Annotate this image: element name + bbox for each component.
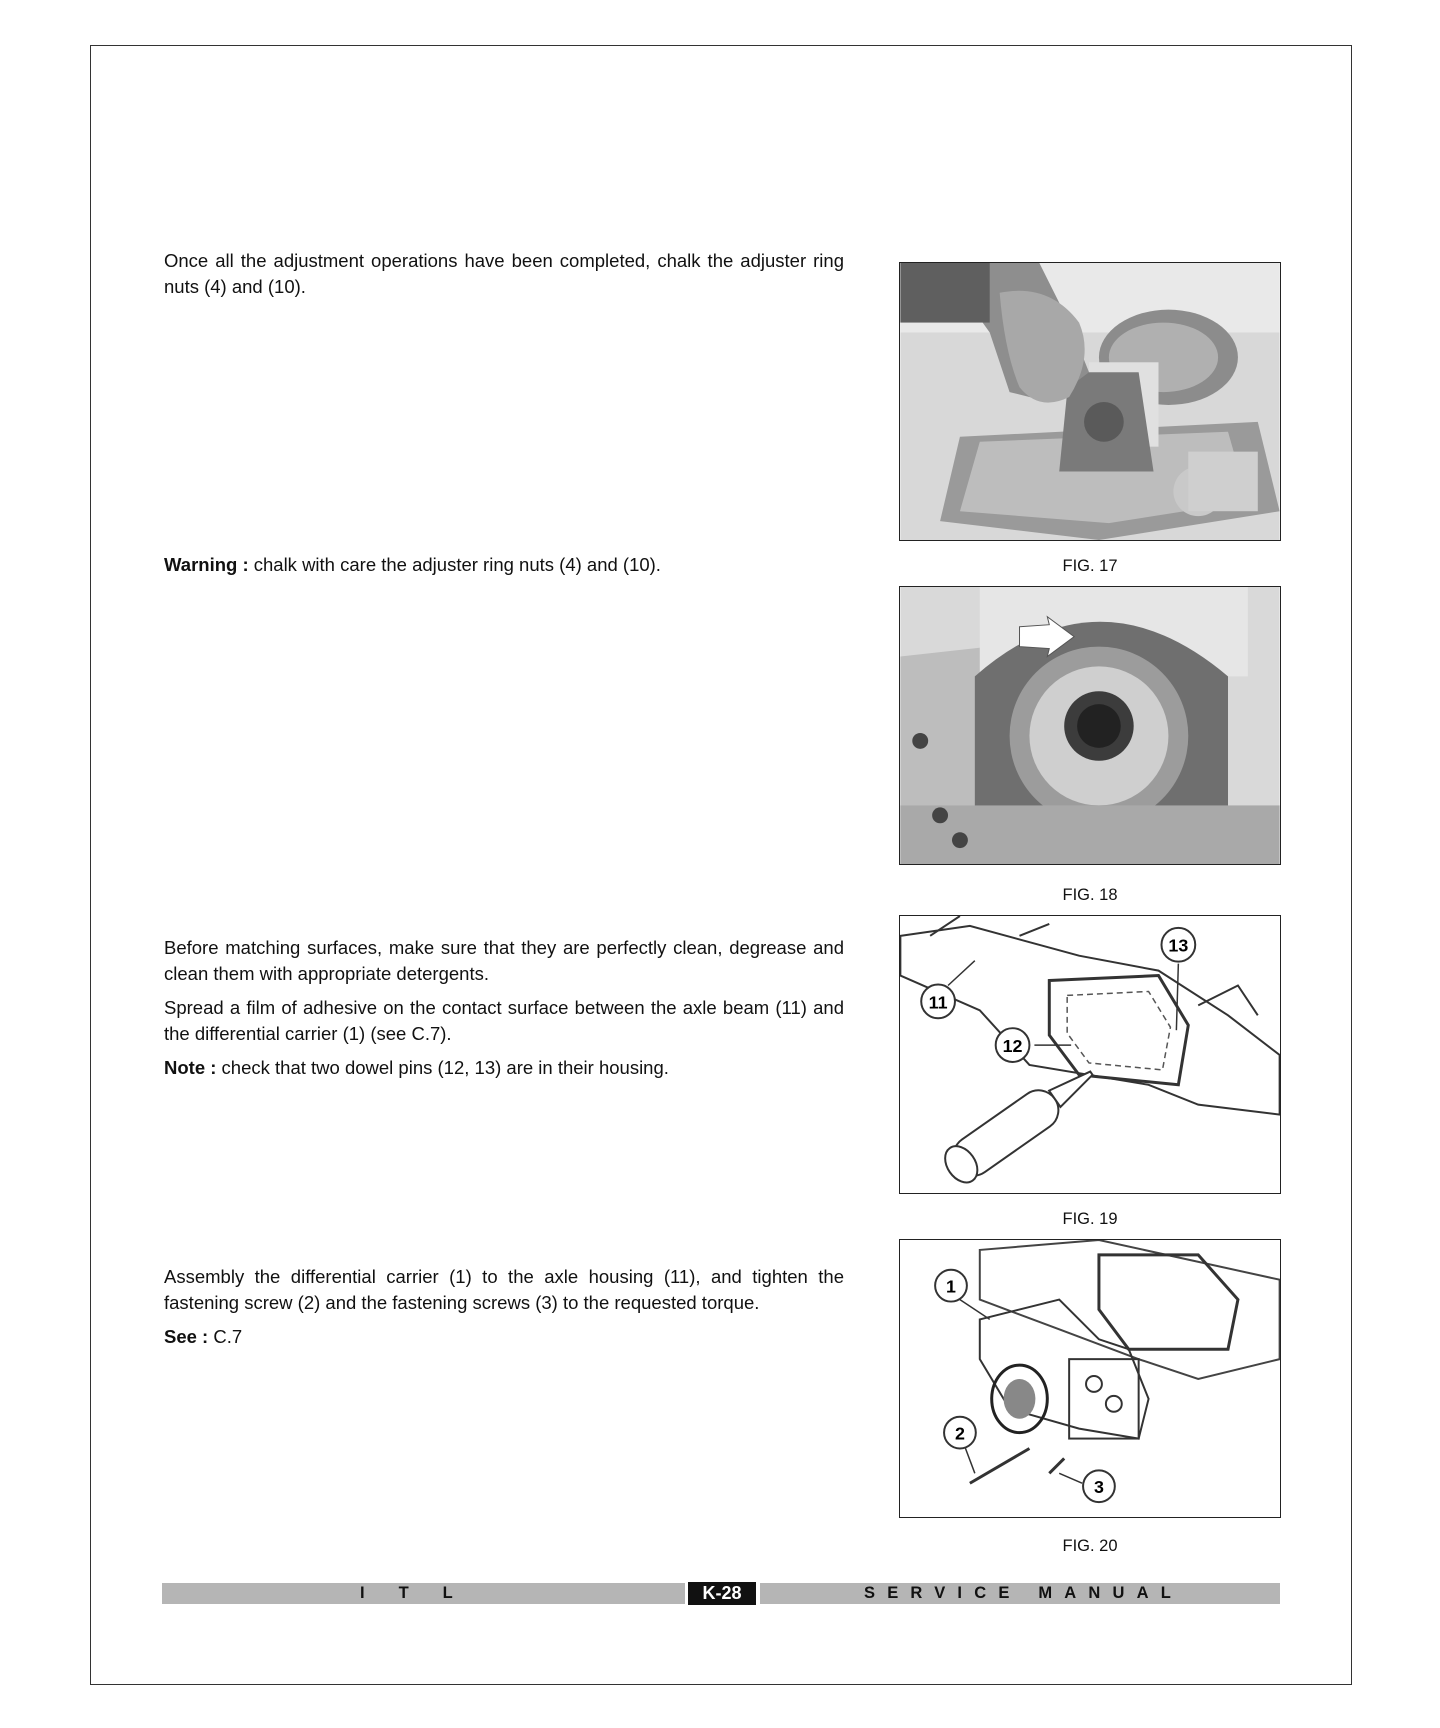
- figure-18-caption: FIG. 18: [1062, 886, 1118, 904]
- note-text: check that two dowel pins (12, 13) are in their housing.: [216, 1057, 669, 1078]
- figure-18-illustration: [900, 587, 1280, 864]
- callout-2: 2: [954, 1423, 965, 1444]
- note-label: Note :: [164, 1057, 217, 1078]
- footer-company: ITL: [360, 1584, 487, 1602]
- figure-19-drawing: [899, 915, 1281, 1194]
- paragraph-chalk-nuts: Once all the adjustment operations have been completed, chalk the adjuster ring nuts (4) and (10).: [164, 250, 844, 297]
- figure-17-illustration: [900, 263, 1280, 540]
- paragraph-assembly: Assembly the differential carrier (1) to the axle housing (11), and tighten the fastening screw (2) and the fastening screws (3) to the requested torque.: [164, 1266, 844, 1313]
- callout-3: 3: [1093, 1477, 1104, 1498]
- figure-20-illustration: [900, 1240, 1280, 1517]
- footer-title: SERVICE MANUAL: [864, 1584, 1184, 1602]
- paragraph-note: [164, 1055, 844, 1081]
- paragraph-warning: [164, 552, 844, 578]
- warning-text: chalk with care the adjuster ring nuts (4) and (10).: [248, 554, 661, 575]
- warning-label: Warning :: [164, 554, 249, 575]
- figure-17-caption: FIG. 17: [1062, 557, 1118, 575]
- figure-19-illustration: [900, 916, 1280, 1193]
- callout-13: 13: [1168, 935, 1189, 956]
- figure-20-drawing: [899, 1239, 1281, 1518]
- see-text: C.7: [208, 1326, 243, 1347]
- callout-1: 1: [946, 1276, 956, 1297]
- see-label: See :: [164, 1326, 209, 1347]
- callout-11: 11: [928, 992, 948, 1013]
- page-number: K-28: [688, 1582, 756, 1605]
- paragraph-adhesive: Spread a film of adhesive on the contact surface between the axle beam (11) and the differential carrier (1) (see C.7).: [164, 997, 844, 1044]
- callout-12: 12: [1002, 1036, 1023, 1057]
- figure-20-caption: FIG. 20: [1062, 1537, 1118, 1555]
- figure-17-photo: [899, 262, 1281, 541]
- figure-19-caption: FIG. 19: [1062, 1210, 1118, 1228]
- figure-18-photo: [899, 586, 1281, 865]
- paragraph-matching-surfaces: Before matching surfaces, make sure that they are perfectly clean, degrease and clean them with appropriate detergents.: [164, 937, 844, 984]
- paragraph-see: [164, 1324, 844, 1350]
